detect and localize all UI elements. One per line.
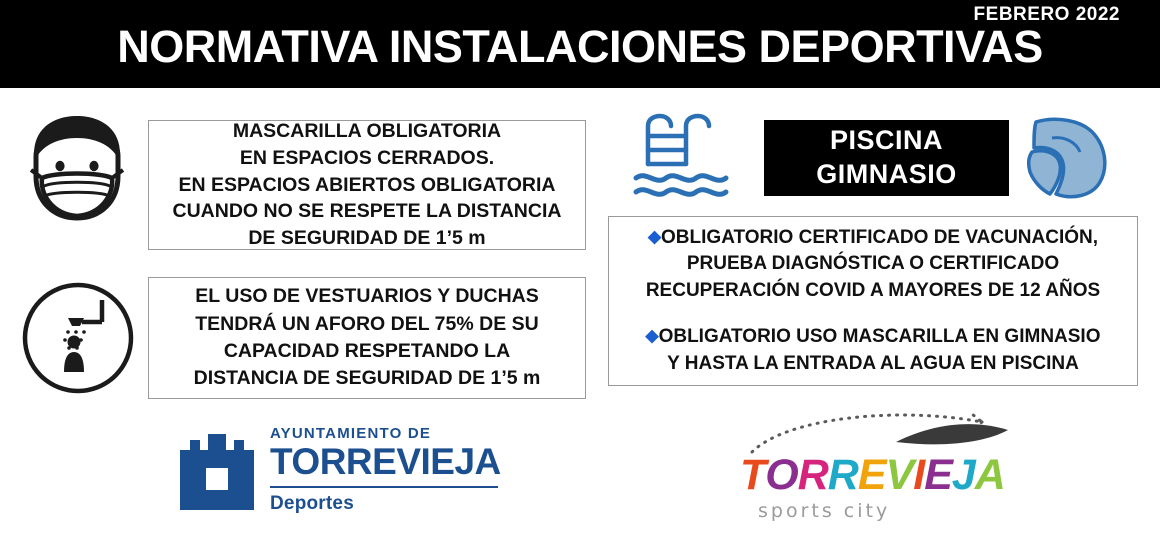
- lockers-rule-box: [148, 277, 586, 399]
- lockers-rule-line: EL USO DE VESTUARIOS Y DUCHAS: [195, 285, 539, 308]
- torrevieja-sports-city-logo: [726, 412, 1012, 530]
- mask-rule-line: CUANDO NO SE RESPETE LA DISTANCIA: [172, 200, 562, 223]
- face-with-mask-icon: [22, 110, 132, 235]
- ayuntamiento-small-label: AYUNTAMIENTO DE: [270, 425, 432, 442]
- rule-line: RECUPERACIÓN COVID A MAYORES DE 12 AÑOS: [645, 279, 1101, 301]
- rule-line: Y HASTA LA ENTRADA AL AGUA EN PISCINA: [667, 352, 1079, 374]
- pool-ladder-icon: [630, 112, 734, 198]
- mask-rule-line: DE SEGURIDAD DE 1’5 m: [248, 227, 486, 250]
- mask-rule-line: EN ESPACIOS CERRADOS.: [239, 146, 495, 169]
- ayuntamiento-big-label: TORREVIEJA: [270, 441, 501, 482]
- shower-person-icon: [22, 282, 134, 394]
- rule-vaccination: [615, 225, 1131, 305]
- pool-gym-rules-box: [608, 216, 1138, 386]
- facility-title-line2: GIMNASIO: [816, 159, 957, 189]
- lockers-rule-line: TENDRÁ UN AFORO DEL 75% DE SU: [195, 312, 539, 335]
- header-date: FEBRERO 2022: [973, 4, 1120, 25]
- sports-city-wordmark: TORREVIEJA: [740, 451, 1005, 499]
- mask-rule-line: MASCARILLA OBLIGATORIA: [232, 119, 502, 142]
- ayuntamiento-dept-label: Deportes: [270, 492, 354, 514]
- ayuntamiento-logo: [176, 418, 506, 523]
- rule-mask-gym: [615, 324, 1131, 377]
- sports-city-tagline: sports city: [758, 500, 891, 522]
- rule-text: OBLIGATORIO USO MASCARILLA EN GIMNASIO: [658, 326, 1101, 348]
- mask-rule-line: EN ESPACIOS ABIERTOS OBLIGATORIA: [178, 173, 556, 196]
- facility-title-badge: [764, 120, 1009, 196]
- divider: [270, 486, 498, 488]
- lockers-rule-line: DISTANCIA DE SEGURIDAD DE 1’5 m: [193, 367, 541, 390]
- bullet-icon: ◆: [645, 326, 659, 346]
- flexed-biceps-icon: [1022, 112, 1122, 204]
- rule-line: [615, 225, 1131, 252]
- rule-line: PRUEBA DIAGNÓSTICA O CERTIFICADO: [686, 253, 1060, 275]
- rule-line: [615, 324, 1131, 351]
- rule-text: OBLIGATORIO CERTIFICADO DE VACUNACIÓN,: [661, 226, 1099, 248]
- bullet-icon: ◆: [647, 226, 662, 246]
- castle-tower-icon: [176, 424, 258, 512]
- mask-rule-box: [148, 120, 586, 250]
- ayuntamiento-wordmark: [270, 426, 506, 515]
- header-banner: [0, 0, 1160, 88]
- lockers-rule-line: CAPACIDAD RESPETANDO LA: [223, 340, 511, 362]
- page-title: NORMATIVA INSTALACIONES DEPORTIVAS: [117, 21, 1043, 72]
- facility-title-line1: PISCINA: [829, 125, 944, 156]
